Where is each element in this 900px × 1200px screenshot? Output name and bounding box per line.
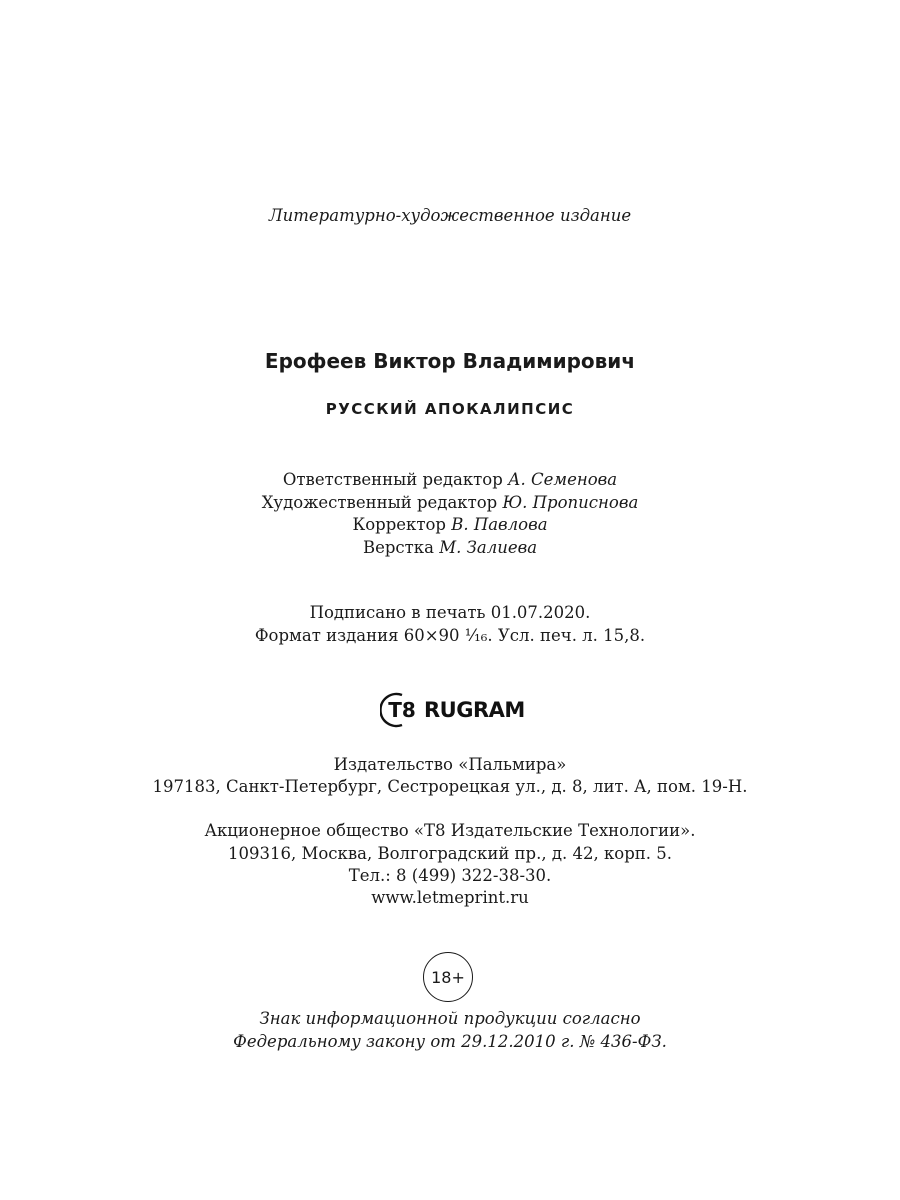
rating-note-line: Федеральному закону от 29.12.2010 г. № 436-ФЗ. <box>233 1032 667 1051</box>
printer-phone: Тел.: 8 (499) 322-38-30. <box>348 866 552 885</box>
logo-mark-text: T8 <box>388 698 416 722</box>
age-rating-badge: 18+ <box>423 952 473 1002</box>
credit-role: Художественный редактор <box>261 493 498 512</box>
credit-name: Ю. Прописнова <box>502 493 639 512</box>
publisher-name: Издательство «Пальмира» <box>333 755 567 774</box>
credit-line <box>0 492 900 514</box>
printer-name: Акционерное общество «Т8 Издательские Технологии». <box>204 821 696 840</box>
author-name: Ерофеев Виктор Владимирович <box>264 349 636 373</box>
credit-role: Ответственный редактор <box>282 470 503 489</box>
credit-line <box>0 537 900 559</box>
logo-text: RUGRAM <box>424 698 525 722</box>
edition-type: Литературно-художественное издание <box>268 206 632 225</box>
credit-name: В. Павлова <box>451 515 548 534</box>
rating-note-line: Знак информационной продукции согласно <box>259 1009 641 1028</box>
rugram-logo <box>380 690 525 730</box>
print-format: Формат издания 60×90 ¹⁄₁₆. Усл. печ. л. 15,8. <box>254 626 646 645</box>
t8-logo-mark-icon <box>380 692 424 728</box>
publisher-address: 197183, Санкт-Петербург, Сестрорецкая ул., д. 8, лит. А, пом. 19-Н. <box>152 777 748 796</box>
credit-name: М. Залиева <box>439 538 538 557</box>
print-signed: Подписано в печать 01.07.2020. <box>309 603 591 622</box>
printer-website: www.letmeprint.ru <box>371 888 529 907</box>
credit-role: Корректор <box>352 515 446 534</box>
printer-address: 109316, Москва, Волгоградский пр., д. 42, корп. 5. <box>227 844 673 863</box>
credit-role: Верстка <box>362 538 434 557</box>
credit-name: А. Семенова <box>508 470 618 489</box>
credit-line <box>0 514 900 536</box>
credit-line <box>0 469 900 491</box>
book-title: РУССКИЙ АПОКАЛИПСИС <box>325 400 575 418</box>
